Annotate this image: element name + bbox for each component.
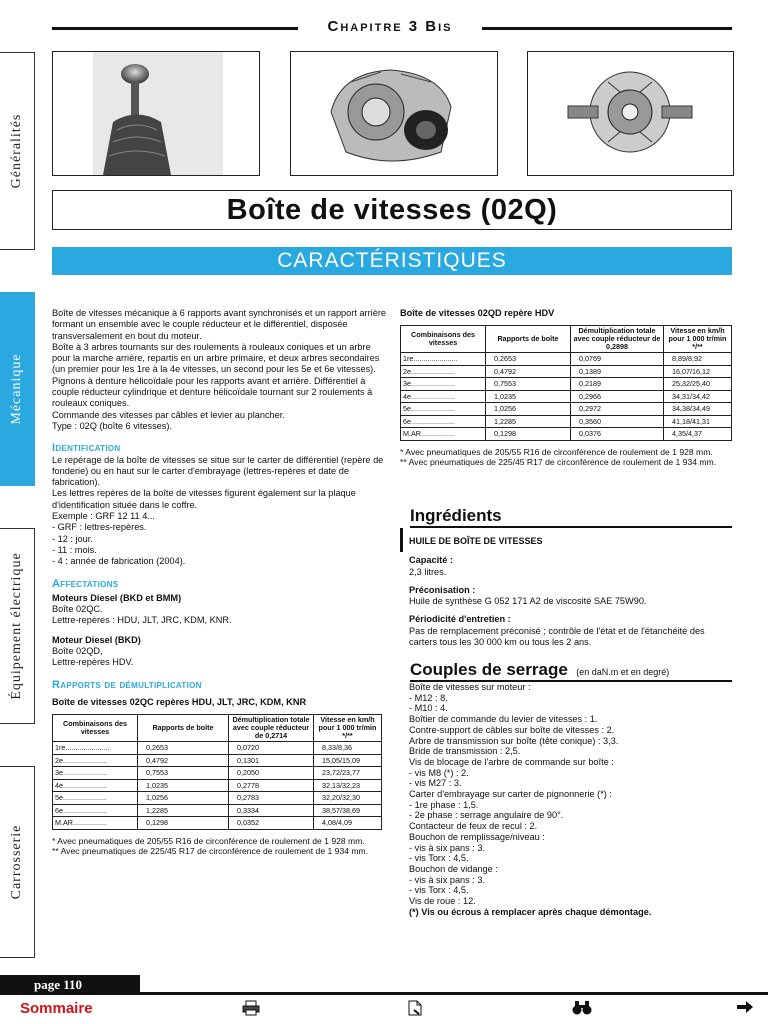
table-cell: 0,3334 (229, 804, 314, 817)
table-cell: 0,1389 (571, 365, 664, 378)
tab-label: Équipement électrique (9, 552, 24, 700)
table-cell: 0,0769 (571, 353, 664, 366)
document-icon[interactable] (408, 1000, 422, 1020)
table-cell: 34,38/34,49 (664, 403, 732, 416)
table-cell: 0,3560 (571, 415, 664, 428)
tab-equipement-electrique[interactable] (0, 528, 35, 724)
intro-paragraph: Boîte à 3 arbres tournants sur des roulements à rouleaux coniques et un arbre pour la marche arrière, repartis en un arbre primaire, et deux arbres secondaires (un premier pour les 1re à la 4e vitesses, un second pour les 5e et 6e vitesses). (52, 341, 380, 375)
ingredient-text: Pas de remplacement préconisé ; contrôle de l'état et de l'étanchéité des carters tous les 30 000 km ou tous les 2 ans. (409, 625, 705, 648)
couple-line: Vis de blocage de l'arbre de commande sur boîte : (409, 756, 614, 767)
couple-line: - vis Torx : 4,5. (409, 885, 469, 896)
table-cell: 0,2966 (571, 390, 664, 403)
table-cell: 0,2653 (486, 353, 571, 366)
table-cell: 4,08/4,09 (314, 817, 382, 830)
table-cell: 4,35/4,37 (664, 428, 732, 441)
table1-note: ** Avec pneumatiques de 225/45 R17 de circonférence de roulement de 1 934 mm. (52, 846, 369, 857)
tab-generalites[interactable] (0, 52, 35, 250)
identification-line: Exemple : GRF 12 11 4... (52, 511, 155, 522)
couple-line: Bouchon de remplissage/niveau : (409, 831, 545, 842)
table-cell: 0,0720 (229, 742, 314, 755)
affectation-line: Lettre-repères HDV. (52, 657, 134, 668)
couples-block (409, 682, 734, 917)
table-header: Combinaisons des vitesses (401, 326, 486, 353)
identification-line: - 4 : année de fabrication (2004). (52, 556, 186, 567)
tab-label: Généralités (9, 113, 24, 189)
table-cell: 0,4792 (138, 754, 229, 767)
table-cell: 41,18/41,31 (664, 415, 732, 428)
tab-mecanique[interactable] (0, 292, 35, 486)
right-column (400, 308, 732, 468)
tab-label: Mécanique (9, 353, 24, 425)
table2-note: * Avec pneumatiques de 205/55 R16 de circonférence de roulement de 1 928 mm. (400, 446, 713, 457)
ingredients-block (409, 536, 734, 648)
table-cell: 6e...................... (401, 415, 486, 428)
identification-line: Les lettres repères de la boîte de vitesses figurent également sur la plaque d'identification située dans le coffre. (52, 488, 356, 510)
table-row (53, 804, 382, 817)
table-cell: 0,1298 (138, 817, 229, 830)
ingredients-subheading: HUILE DE BOÎTE DE VITESSES (409, 536, 543, 546)
couple-line: Contre-support de câbles sur boîte de vitesses : 2. (409, 724, 615, 735)
table-cell: 6e...................... (53, 804, 138, 817)
intro-paragraph: Pignons à denture hélicoïdale pour les rapports avant et arrière. Différentiel à couple réducteur cylindrique et denture hélicoïdale tournant sur 2 roulements à rouleaux coniques. (52, 375, 373, 409)
table-cell: 32,20/32,30 (314, 792, 382, 805)
table-cell: 1re...................... (401, 353, 486, 366)
affectation-group-title: Moteurs Diesel (BKD et BMM) (52, 592, 182, 603)
table-cell: 1,0235 (486, 390, 571, 403)
table-cell: 34,31/34,42 (664, 390, 732, 403)
ingredients-rule (410, 526, 732, 528)
table-cell: 25,32/25,40 (664, 378, 732, 391)
couple-line: Vis de roue : 12. (409, 896, 476, 907)
table-cell: 16,07/16,12 (664, 365, 732, 378)
table-header: Combinaisons des vitesses (53, 715, 138, 742)
table-cell: 23,72/23,77 (314, 767, 382, 780)
table-cell: 1,2285 (486, 415, 571, 428)
table-header: Vitesse en km/h pour 1 000 tr/min */** (664, 326, 732, 353)
couple-line: - vis Torx : 4,5. (409, 853, 469, 864)
table-cell: 0,7553 (138, 767, 229, 780)
couple-line: Carter d'embrayage sur carter de pignonnerie (*) : (409, 789, 612, 800)
rapports-heading: Rapports de démultiplication (52, 678, 202, 691)
table-header: Vitesse en km/h pour 1 000 tr/min */** (314, 715, 382, 742)
couple-line: - M10 : 4. (409, 703, 448, 714)
table-cell: 0,1301 (229, 754, 314, 767)
identification-line: Le repérage de la boîte de vitesses se situe sur le carter de différentiel (repère de fonderie) ou en haut sur le carter d'embrayage (lettres-repères et date de fabrication). (52, 454, 384, 488)
table-cell: 0,7553 (486, 378, 571, 391)
binoculars-icon[interactable] (572, 1000, 592, 1020)
couple-line: - vis M8 (*) : 2. (409, 767, 469, 778)
couples-heading: Couples de serrage (410, 660, 568, 679)
table-cell: 0,2783 (229, 792, 314, 805)
table-header-row (53, 715, 382, 742)
table-cell: 0,0352 (229, 817, 314, 830)
table-cell: 1,0256 (138, 792, 229, 805)
table-cell: 4e...................... (401, 390, 486, 403)
couple-line: - vis à six pans : 3. (409, 842, 486, 853)
table-cell: 8,33/8,36 (314, 742, 382, 755)
table-header: Démultiplication totale avec couple réducteur de 0,2714 (229, 715, 314, 742)
table2-note: ** Avec pneumatiques de 225/45 R17 de circonférence de roulement de 1 934 mm. (400, 457, 717, 468)
identification-line: - GRF : lettres-repères. (52, 522, 147, 533)
table-row (53, 792, 382, 805)
table-row (401, 403, 732, 416)
affectation-line: Lettre-repères : HDU, JLT, JRC, KDM, KNR. (52, 615, 232, 626)
table-header: Rapports de boîte (486, 326, 571, 353)
table-cell: 0,0376 (571, 428, 664, 441)
table-cell: 5e...................... (53, 792, 138, 805)
table-row (401, 390, 732, 403)
gearbox-photo (290, 51, 498, 176)
table-cell: 0,2653 (138, 742, 229, 755)
page-title: Boîte de vitesses (02Q) (52, 190, 732, 230)
table-row (401, 353, 732, 366)
table-cell: 0,4792 (486, 365, 571, 378)
table-cell: 5e...................... (401, 403, 486, 416)
couple-line: Boîtier de commande du levier de vitesses : 1. (409, 714, 598, 725)
affectation-line: Boîte 02QC. (52, 604, 103, 615)
gear-lever-photo (52, 51, 260, 176)
couple-line: - 1re phase : 1,5. (409, 799, 479, 810)
table-row (53, 742, 382, 755)
table-cell: 3e...................... (401, 378, 486, 391)
table-cell: 2e...................... (53, 754, 138, 767)
table-cell: M.AR................. (401, 428, 486, 441)
differential-photo (527, 51, 734, 176)
table-cell: 2e...................... (401, 365, 486, 378)
identification-heading: Identification (52, 442, 121, 455)
affectations-heading: Affectations (52, 577, 119, 590)
ingredient-text: Huile de synthèse G 052 171 A2 de viscosité SAE 75W90. (409, 596, 647, 607)
header-rule-right (482, 27, 732, 30)
ingredients-heading: Ingrédients (410, 506, 502, 525)
table-cell: 38,57/38,69 (314, 804, 382, 817)
table-cell: 4e...................... (53, 779, 138, 792)
couple-line: Bride de transmission : 2,5. (409, 746, 521, 757)
ratios-table-02qd (400, 325, 732, 441)
couple-line: Boîte de vitesses sur moteur : (409, 682, 531, 692)
table-cell: 0,2189 (571, 378, 664, 391)
table1-body (53, 742, 382, 830)
table-cell: 15,05/15,09 (314, 754, 382, 767)
table-cell: 8,89/8,92 (664, 353, 732, 366)
table-row (53, 817, 382, 830)
table-cell: 0,2778 (229, 779, 314, 792)
affectation-line: Boîte 02QD, (52, 646, 103, 657)
couple-line: Arbre de transmission sur boîte (tête conique) : 3,3. (409, 735, 619, 746)
page-number: page 110 (0, 975, 140, 995)
tab-label: Carrosserie (9, 824, 24, 900)
table-row (401, 365, 732, 378)
intro-paragraph: Commande des vitesses par câbles et levier au plancher. (52, 409, 285, 420)
couple-line: Contacteur de feux de recul : 2. (409, 821, 538, 832)
couple-line: - 2e phase : serrage angulaire de 90°. (409, 810, 564, 821)
ingredient-text: 2,3 litres. (409, 566, 447, 577)
table-row (401, 415, 732, 428)
table-header-row (401, 326, 732, 353)
ingredient-label: Préconisation : (409, 584, 476, 595)
header-rule-left (52, 27, 298, 30)
section-banner: CARACTÉRISTIQUES (52, 247, 732, 275)
intro-paragraph: Boîte de vitesses mécanique à 6 rapports avant synchronisés et un rapport arrière formant un ensemble avec le couple réducteur et le différentiel, disposée transversalement en bout du moteur. (52, 308, 386, 341)
table-row (53, 767, 382, 780)
table2-title: Boîte de vitesses 02QD repère HDV (400, 308, 555, 318)
left-column (52, 308, 387, 857)
print-icon[interactable] (242, 1000, 260, 1020)
table-cell: 0,2050 (229, 767, 314, 780)
couple-line: - M12 : 8. (409, 692, 448, 703)
couples-unit: (en daN.m et en degré) (576, 667, 670, 677)
ingredient-label: Capacité : (409, 555, 453, 566)
couple-line: - vis M27 : 3. (409, 778, 462, 789)
table2-body (401, 353, 732, 441)
sommaire-link[interactable]: Sommaire (20, 1000, 93, 1017)
table-cell: 1,0256 (486, 403, 571, 416)
tab-carrosserie[interactable] (0, 766, 35, 958)
table-row (401, 378, 732, 391)
table1-title: Boîte de vitesses 02QC repères HDU, JLT, JRC, KDM, KNR (52, 696, 307, 707)
ratios-table-02qc (52, 714, 382, 830)
table-cell: 3e...................... (53, 767, 138, 780)
next-arrow-icon[interactable] (736, 1000, 754, 1018)
couples-heading-row (410, 660, 669, 680)
table-header: Rapports de boîte (138, 715, 229, 742)
identification-line: - 12 : jour. (52, 533, 93, 544)
identification-line: - 11 : mois. (52, 544, 97, 555)
ingredients-accent-bar (400, 528, 403, 552)
couples-footnote: (*) Vis ou écrous à remplacer après chaque démontage. (409, 906, 652, 917)
table-cell: 1,2285 (138, 804, 229, 817)
table-row (401, 428, 732, 441)
affectation-group-title: Moteur Diesel (BKD) (52, 634, 141, 645)
table-row (53, 779, 382, 792)
chapter-title: Chapitre 3 Bis (327, 18, 453, 35)
ingredient-label: Périodicité d'entretien : (409, 614, 511, 625)
table-cell: 0,2972 (571, 403, 664, 416)
table-cell: 1re...................... (53, 742, 138, 755)
couple-line: - vis à six pans : 3. (409, 874, 486, 885)
couple-line: Bouchon de vidange : (409, 863, 498, 874)
table-cell: 0,1298 (486, 428, 571, 441)
table-row (53, 754, 382, 767)
table-cell: 1,0235 (138, 779, 229, 792)
footer-rule (0, 992, 768, 995)
table-header: Démultiplication totale avec couple réducteur de 0,2898 (571, 326, 664, 353)
table-cell: 32,13/32,23 (314, 779, 382, 792)
table-cell: M.AR................. (53, 817, 138, 830)
intro-paragraph: Type : 02Q (boîte 6 vitesses). (52, 420, 173, 431)
table1-note: * Avec pneumatiques de 205/55 R16 de circonférence de roulement de 1 928 mm. (52, 835, 365, 846)
